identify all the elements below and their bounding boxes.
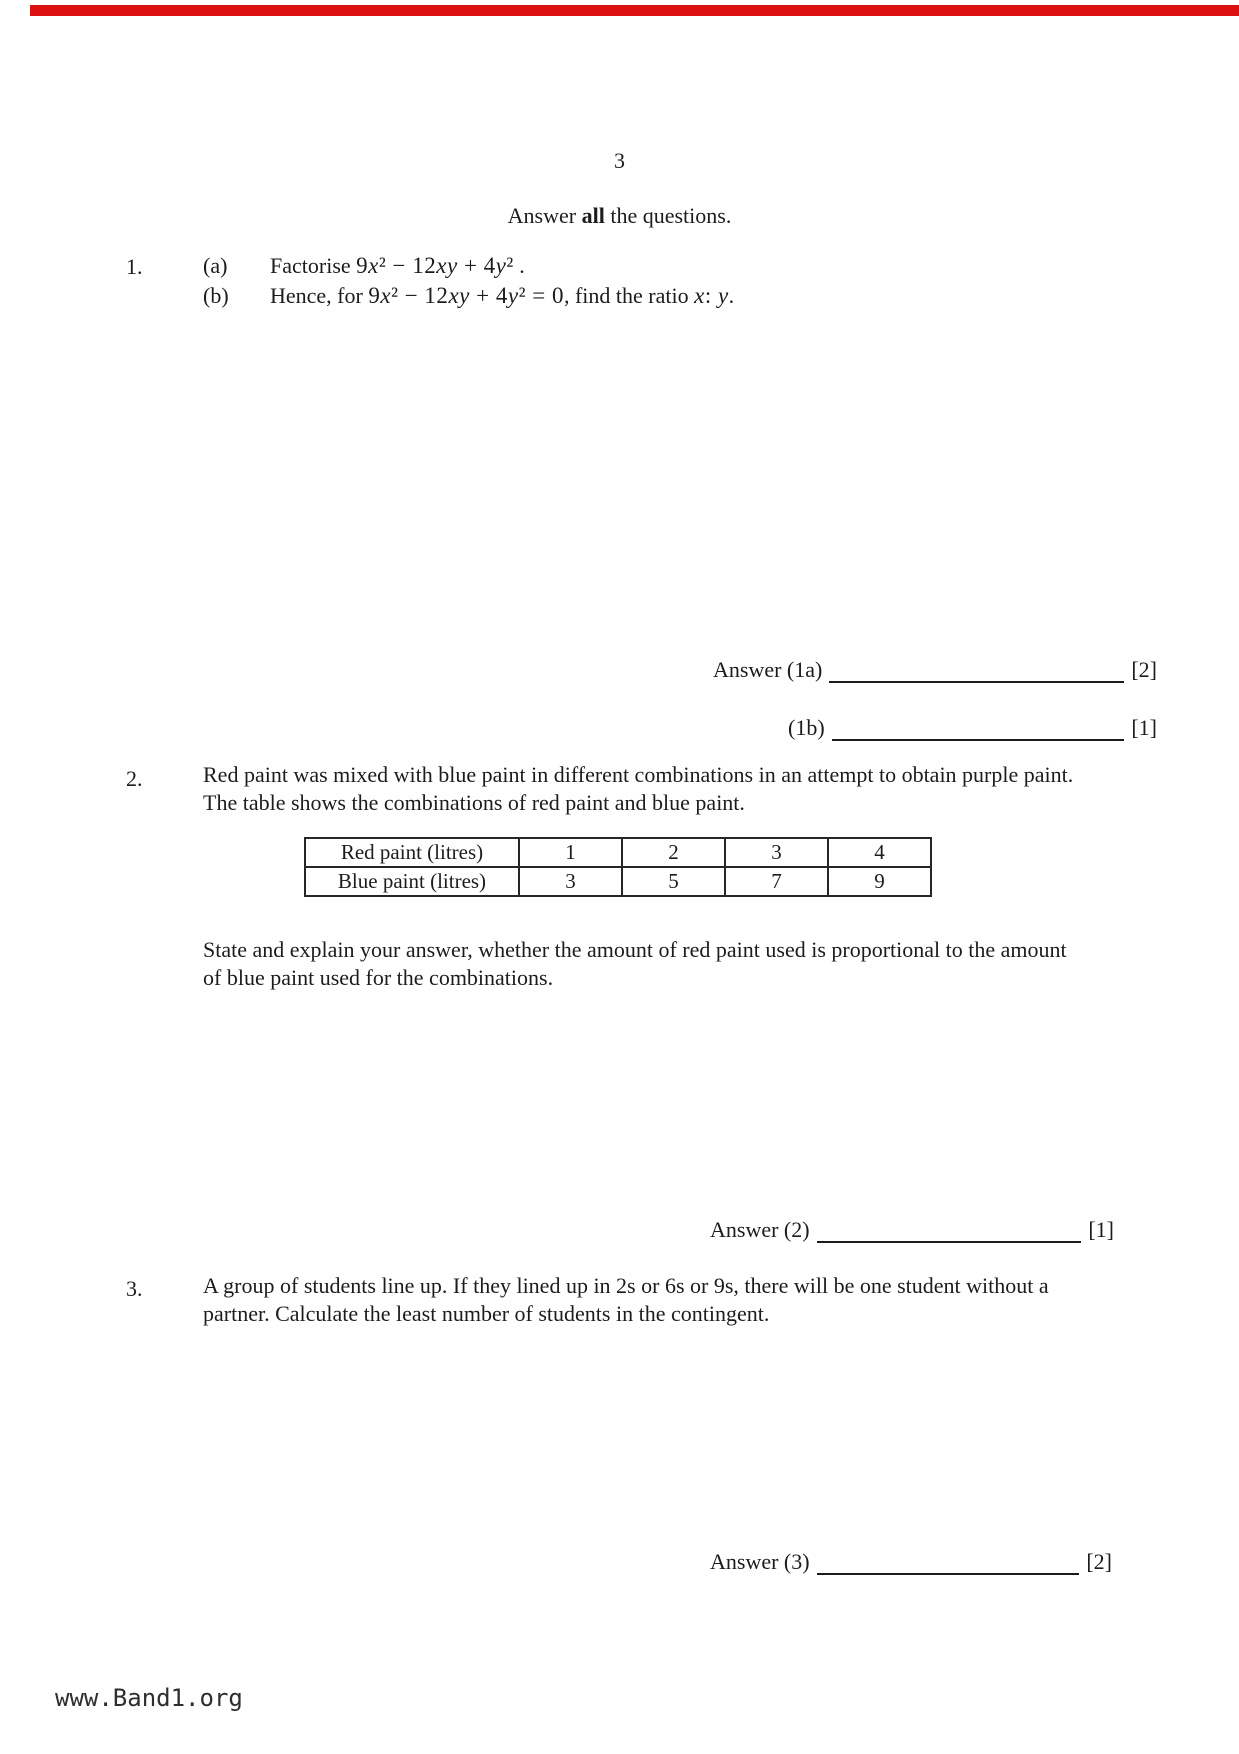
answer-1a-marks: [2] <box>1131 657 1157 682</box>
answer-1a-label: Answer (1a) <box>713 657 823 682</box>
row-header-red-paint: Red paint (litres) <box>305 838 519 867</box>
question-1b-mid: , find the ratio <box>563 283 695 308</box>
answer-line-1a <box>713 653 1157 683</box>
table-cell: 7 <box>725 867 828 896</box>
question-2-line-1: Red paint was mixed with blue paint in different combinations in an attempt to obtain purple paint. <box>203 762 1074 787</box>
table-cell: 1 <box>519 838 622 867</box>
question-3-text <box>203 1272 1049 1328</box>
answer-line-3 <box>710 1545 1112 1575</box>
table-row-red-paint <box>305 838 931 867</box>
table-cell: 3 <box>519 867 622 896</box>
question-1-number: 1. <box>126 254 143 279</box>
answer-1b-blank <box>832 715 1125 741</box>
question-1b-suffix: . <box>728 283 735 308</box>
table-cell: 2 <box>622 838 725 867</box>
answer-3-blank <box>817 1549 1080 1575</box>
answer-1a-blank <box>829 657 1124 683</box>
answer-2-marks: [1] <box>1088 1217 1114 1242</box>
table-cell: 3 <box>725 838 828 867</box>
question-2-text <box>203 761 1073 817</box>
question-1b-ratio: x: y <box>694 283 729 308</box>
question-1b-label: (b) <box>203 283 229 308</box>
answer-1b-marks: [1] <box>1131 715 1157 740</box>
question-2-followup-text <box>203 936 1067 992</box>
question-1a <box>203 251 525 281</box>
question-1b <box>203 281 734 311</box>
paint-combinations-table <box>304 837 932 897</box>
answer-line-1b <box>788 711 1157 741</box>
question-1b-prefix: Hence, for <box>270 283 369 308</box>
table-row-blue-paint <box>305 867 931 896</box>
table-cell: 9 <box>828 867 931 896</box>
answer-1b-label: (1b) <box>788 715 825 740</box>
question-1a-expression: 9x² − 12xy + 4y² <box>356 253 514 278</box>
instruction-post: the questions. <box>604 203 732 228</box>
question-3-number: 3. <box>126 1276 143 1301</box>
footer-link[interactable]: www.Band1.org <box>55 1684 243 1712</box>
table-cell: 5 <box>622 867 725 896</box>
answer-3-marks: [2] <box>1086 1549 1112 1574</box>
top-red-bar <box>30 5 1239 16</box>
row-header-blue-paint: Blue paint (litres) <box>305 867 519 896</box>
answer-2-label: Answer (2) <box>710 1217 810 1242</box>
question-1a-label: (a) <box>203 253 228 278</box>
question-2-line-2: The table shows the combinations of red paint and blue paint. <box>203 790 745 815</box>
question-3-line-2: partner. Calculate the least number of students in the contingent. <box>203 1301 770 1326</box>
answer-3-label: Answer (3) <box>710 1549 810 1574</box>
instruction-heading <box>0 203 1239 229</box>
table-cell: 4 <box>828 838 931 867</box>
question-2-followup-line-1: State and explain your answer, whether the amount of red paint used is proportional to the amount <box>203 937 1067 962</box>
answer-2-blank <box>817 1217 1082 1243</box>
question-1a-suffix: . <box>513 253 525 278</box>
question-3-line-1: A group of students line up. If they lined up in 2s or 6s or 9s, there will be one student without a <box>203 1273 1049 1298</box>
question-2-followup-line-2: of blue paint used for the combinations. <box>203 965 554 990</box>
question-1b-equation: 9x² − 12xy + 4y² = 0 <box>368 283 564 308</box>
instruction-bold: all <box>581 203 605 228</box>
question-2-number: 2. <box>126 766 143 791</box>
page-number: 3 <box>614 148 625 173</box>
answer-line-2 <box>710 1213 1114 1243</box>
question-1a-prefix: Factorise <box>270 253 357 278</box>
instruction-pre: Answer <box>507 203 582 228</box>
